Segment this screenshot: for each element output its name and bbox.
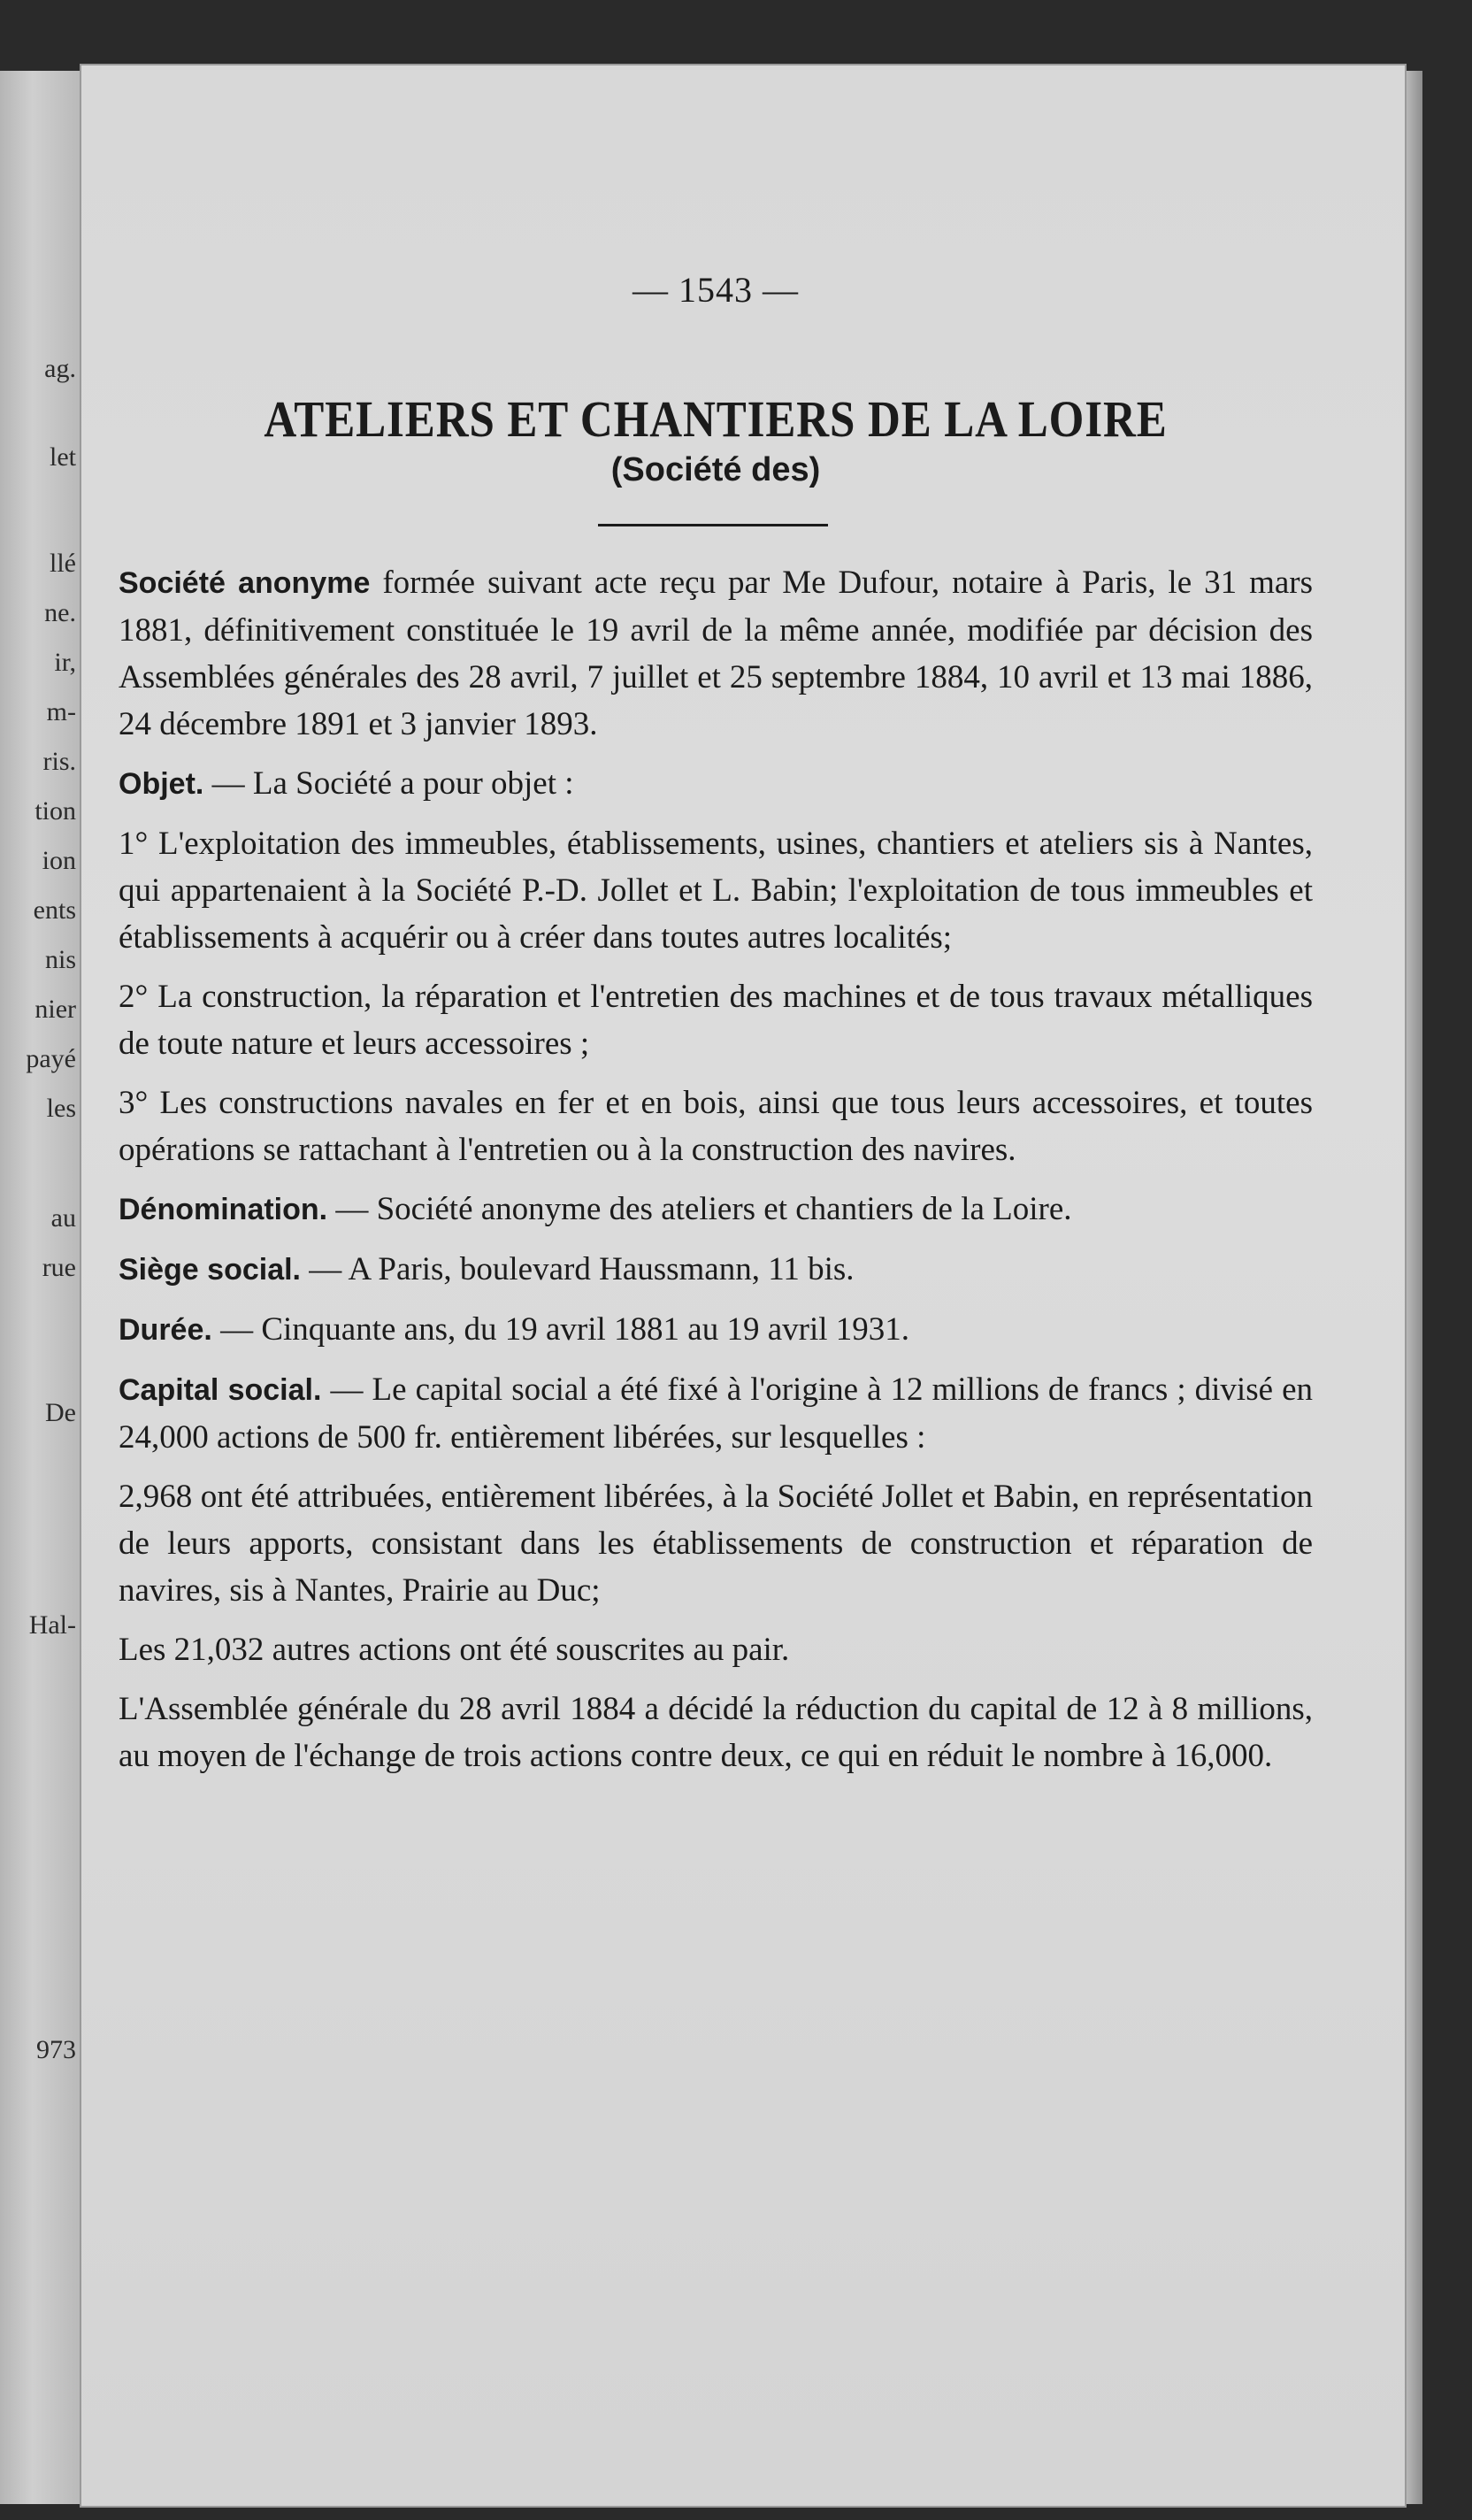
paragraph-objet (119, 760, 1313, 808)
left-fragment: nis (44, 945, 76, 974)
left-fragment: llé (50, 549, 76, 578)
paragraph-label: Objet. (119, 767, 204, 801)
left-fragment: ir, (54, 648, 76, 677)
paragraph-text: — La Société a pour objet : (203, 765, 574, 802)
paragraph-label: Durée. (119, 1313, 212, 1347)
page-subtitle: (Société des) (610, 451, 821, 488)
page-number: — 1543 — (632, 270, 799, 310)
paragraph-societe-anonyme (119, 559, 1313, 748)
left-fragment: tion (34, 796, 76, 826)
paragraph-objet-1: 1° L'exploitation des immeubles, établissements, usines, chantiers et ateliers sis à Nantes, qui appartenaient à la Société P.-D. Jollet et L. Babin; l'exploitation de tous immeubles et établissements à acquérir ou à créer dans toutes autres localités; (119, 826, 1313, 956)
adjacent-page-strip (0, 71, 81, 2504)
left-fragment: m- (46, 697, 76, 726)
left-fragment: ag. (44, 354, 76, 383)
paragraph-actions-souscrites: Les 21,032 autres actions ont été souscrites au pair. (119, 1632, 790, 1668)
paragraph-objet-2: 2° La construction, la réparation et l'entretien des machines et de tous travaux métalliques de toute nature et leurs accessoires ; (119, 979, 1313, 1062)
left-fragment: De (45, 1398, 76, 1427)
paragraph-label: Société anonyme (119, 566, 371, 600)
paragraph-text: — Le capital social a été fixé à l'origine à 12 millions de francs ; divisé en 24,000 actions de 500 fr. entièrement libérées, sur lesquelles : (119, 1371, 1313, 1456)
left-fragment: Hal- (28, 1610, 76, 1640)
paragraph-text: — Cinquante ans, du 19 avril 1881 au 19 avril 1931. (211, 1311, 910, 1348)
left-fragment: ents (33, 895, 76, 925)
paragraph-reduction-capital: L'Assemblée générale du 28 avril 1884 a décidé la réduction du capital de 12 à 8 millions, au moyen de l'échange de trois actions contre deux, ce qui en réduit le nombre à 16,000. (119, 1691, 1313, 1774)
left-fragment: ion (42, 846, 76, 875)
paragraph-text: — A Paris, boulevard Haussmann, 11 bis. (301, 1251, 855, 1287)
left-fragment: 973 (36, 2035, 76, 2064)
paragraph-label: Capital social. (119, 1373, 322, 1407)
document-page (80, 64, 1407, 2508)
paragraph-capital-social (119, 1366, 1313, 1461)
title-divider (598, 524, 828, 526)
left-fragment: ris. (42, 747, 76, 776)
document-body (119, 559, 1313, 1792)
paragraph-label: Siège social. (119, 1253, 301, 1287)
paragraph-objet-3: 3° Les constructions navales en fer et en bois, ainsi que tous leurs accessoires, et toutes opérations se rattachant à l'entretien ou à la construction des navires. (119, 1085, 1313, 1168)
left-fragment: nier (34, 995, 76, 1024)
paragraph-siege-social (119, 1246, 1313, 1294)
left-fragment: ne. (44, 598, 76, 627)
paragraph-label: Dénomination. (119, 1193, 328, 1226)
paragraph-text: — Société anonyme des ateliers et chantiers de la Loire. (327, 1191, 1072, 1227)
paragraph-denomination (119, 1186, 1313, 1233)
paragraph-text: formée suivant acte reçu par Me Dufour, notaire à Paris, le 31 mars 1881, définitivement constituée le 19 avril de la même année, modifiée par décision des Assemblées générales des 28 avril, 7 juillet et 25 septembre 1884, 10 avril et 13 mai 1886, 24 décembre 1891 et 3 janvier 1893. (119, 565, 1313, 742)
left-fragment: let (50, 442, 76, 472)
left-fragment: rue (42, 1253, 76, 1282)
left-fragment: au (50, 1203, 76, 1233)
left-fragment: les (46, 1094, 76, 1123)
left-fragment: payé (26, 1044, 76, 1073)
page-edge (1405, 71, 1422, 2504)
paragraph-duree (119, 1306, 1313, 1354)
paragraph-actions-attribuees: 2,968 ont été attribuées, entièrement libérées, à la Société Jollet et Babin, en représentation de leurs apports, consistant dans les établissements de construction et réparation de navires, sis à Nantes, Prairie au Duc; (119, 1479, 1313, 1609)
page-title: ATELIERS ET CHANTIERS DE LA LOIRE (264, 390, 1168, 448)
